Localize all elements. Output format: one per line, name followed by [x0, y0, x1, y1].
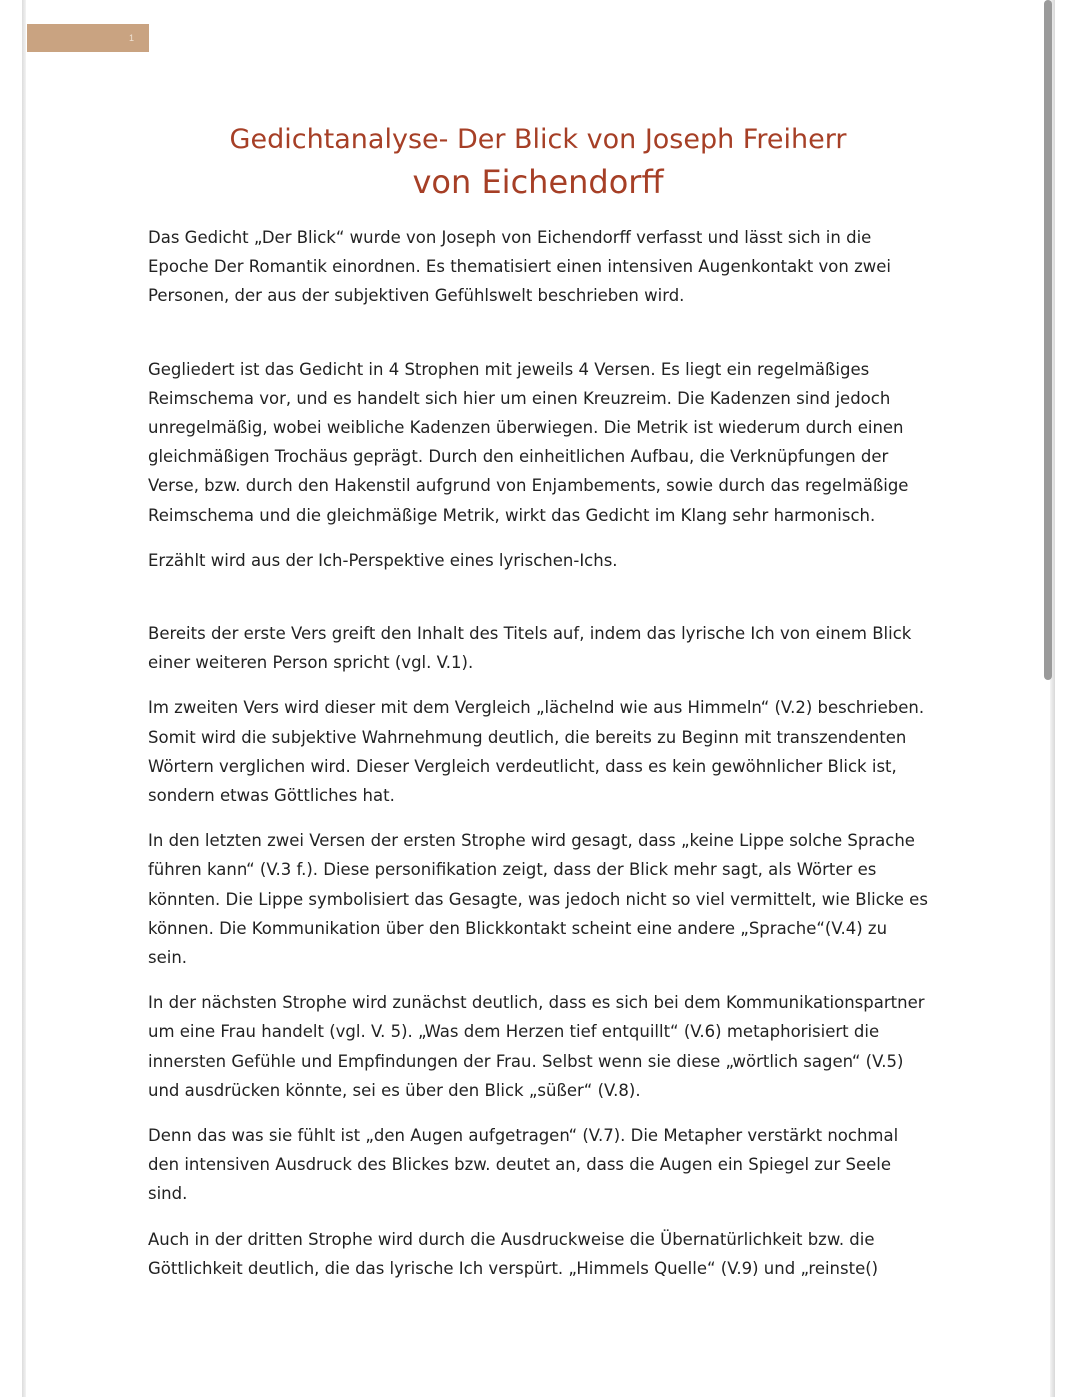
paragraph-verse-1: Bereits der erste Vers greift den Inhalt des Titels auf, indem das lyrische Ich von einem Blick einer weiteren Person spricht (vgl. V.1).: [148, 624, 912, 673]
title-line-1: Gedichtanalyse- Der Blick von Joseph Freiherr: [229, 124, 847, 155]
paragraph-intro: Das Gedicht „Der Blick“ wurde von Joseph von Eichendorff verfasst und lässt sich in die Epoche Der Romantik einordnen. Es thematisiert einen intensiven Augenkontakt von zwei Personen, der aus der subjektiven Gefühlswelt beschrieben wird.: [148, 228, 891, 306]
page-left-edge: [22, 0, 26, 1397]
document-body: [148, 223, 930, 1299]
document-title: [148, 120, 928, 204]
paragraph-perspective: Erzählt wird aus der Ich-Perspektive eines lyrischen-Ichs.: [148, 550, 618, 570]
paragraph-verse-2: Im zweiten Vers wird dieser mit dem Vergleich „lächelnd wie aus Himmeln“ (V.2) beschrieben. Somit wird die subjektive Wahrnehmung deutlich, die bereits zu Beginn mit transzendenten Wörtern verglichen wird. Dieser Vergleich verdeutlicht, dass es kein gewöhnlicher Blick ist, sondern etwas Göttliches hat.: [148, 698, 925, 806]
title-line-2: von Eichendorff: [412, 163, 664, 201]
paragraph-verse-7: Denn das was sie fühlt ist „den Augen aufgetragen“ (V.7). Die Metapher verstärkt nochmal den intensiven Ausdruck des Blickes bzw. deutet an, dass die Augen ein Spiegel zur Seele sind.: [148, 1126, 899, 1204]
paragraph-stanza-2: In der nächsten Strophe wird zunächst deutlich, dass es sich bei dem Kommunikationspartner um eine Frau handelt (vgl. V. 5). „Was dem Herzen tief entquillt“ (V.6) metaphorisiert die innersten Gefühle und Empfindungen der Frau. Selbst wenn sie diese „wörtlich sagen“ (V.5) und ausdrücken könnte, sei es über den Blick „süßer“ (V.8).: [148, 993, 925, 1100]
page-number-tab: [27, 24, 149, 52]
page-number: 1: [129, 33, 135, 43]
paragraph-stanza-3: Auch in der dritten Strophe wird durch die Ausdruckweise die Übernatürlichkeit bzw. die Göttlichkeit deutlich, die das lyrische Ich verspürt. „Himmels Quelle“ (V.9) und „reinste(): [148, 1229, 879, 1278]
paragraph-form: Gegliedert ist das Gedicht in 4 Strophen mit jeweils 4 Versen. Es liegt ein regelmäßiges Reimschema vor, und es handelt sich hier um einen Kreuzreim. Die Kadenzen sind jedoch unregelmäßig, wobei weibliche Kadenzen überwiegen. Die Metrik ist wiederum durch einen gleichmäßigen Trochäus geprägt. Durch den einheitlichen Aufbau, die Verknüpfungen der Verse, bzw. durch den Hakenstil aufgrund von Enjambements, sowie durch das regelmäßige Reimschema und die gleichmäßige Metrik, wirkt das Gedicht im Klang sehr harmonisch.: [148, 359, 909, 525]
paragraph-verse-3-4: In den letzten zwei Versen der ersten Strophe wird gesagt, dass „keine Lippe solche Sprache führen kann“ (V.3 f.). Diese personifikation zeigt, dass der Blick mehr sagt, als Wörter es könnten. Die Lippe symbolisiert das Gesagte, was jedoch nicht so viel vermittelt, wie Blicke es können. Die Kommunikation über den Blickkontakt scheint eine andere „Sprache“(V.4) zu sein.: [148, 831, 928, 968]
vertical-scrollbar[interactable]: [1044, 0, 1052, 680]
